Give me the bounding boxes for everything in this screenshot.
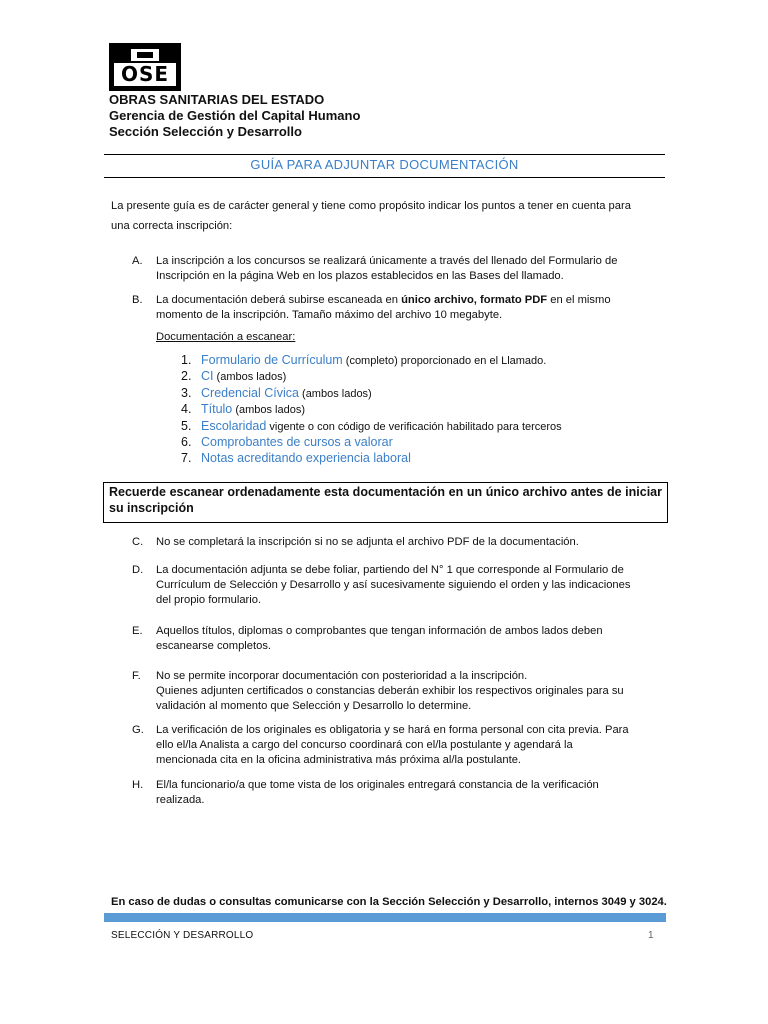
page-number: 1 bbox=[648, 930, 654, 941]
logo-wordmark: OSE bbox=[114, 63, 176, 86]
title-bottom-rule bbox=[104, 177, 665, 178]
intro-line: una correcta inscripción: bbox=[111, 220, 233, 232]
list-item: 3. Credencial Cívica (ambos lados) bbox=[181, 385, 372, 400]
item-line: ello el/la Analista a cargo del concurso coordinará con el/la postulante y agendará la bbox=[156, 739, 573, 751]
item-line: mencionada cita en la oficina administrativa más próxima al/la postulante. bbox=[156, 754, 522, 766]
item-letter: H. bbox=[132, 779, 144, 791]
item-line: Aquellos títulos, diplomas o comprobantes que tengan información de ambos lados deben bbox=[156, 625, 603, 637]
list-item: 2. CI (ambos lados) bbox=[181, 369, 287, 384]
item-line: validación al momento que Selección y Desarrollo lo determine. bbox=[156, 700, 472, 712]
item-letter: E. bbox=[132, 625, 143, 637]
intro-line: La presente guía es de carácter general y tiene como propósito indicar los puntos a tener en cuenta para bbox=[111, 200, 631, 212]
item-line: El/la funcionario/a que tome vista de los originales entregará constancia de la verificación bbox=[156, 779, 599, 791]
item-letter: D. bbox=[132, 564, 144, 576]
item-line bbox=[156, 293, 656, 308]
org-department: Gerencia de Gestión del Capital Humano bbox=[109, 108, 361, 123]
item-letter: F. bbox=[132, 670, 141, 682]
item-line: La verificación de los originales es obligatoria y se hará en forma personal con cita previa. Para bbox=[156, 724, 629, 736]
item-line: Inscripción en la página Web en los plazos establecidos en las Bases del llamado. bbox=[156, 270, 564, 282]
org-name: OBRAS SANITARIAS DEL ESTADO bbox=[109, 92, 325, 107]
organization-header bbox=[109, 92, 360, 140]
item-line: del propio formulario. bbox=[156, 594, 262, 606]
item-letter: A. bbox=[132, 255, 143, 267]
list-item: 4. Título (ambos lados) bbox=[181, 402, 306, 417]
item-letter: B. bbox=[132, 294, 143, 306]
item-line: La documentación adjunta se debe foliar, partiendo del N° 1 que corresponde al Formulario de bbox=[156, 564, 624, 576]
item-bold-text: único archivo, formato PDF bbox=[401, 294, 548, 306]
org-section: Sección Selección y Desarrollo bbox=[109, 124, 302, 139]
list-item: 1. Formulario de Currículum (completo) proporcionado en el Llamado. bbox=[181, 353, 547, 367]
highlight-text: Comprobantes de cursos a valorar bbox=[201, 434, 393, 449]
notice-box: Recuerde escanear ordenadamente esta documentación en un único archivo antes de iniciar su inscripción bbox=[103, 482, 668, 523]
item-line: La inscripción a los concursos se realizará únicamente a través del llenado del Formulario de bbox=[156, 255, 618, 267]
ose-logo bbox=[109, 43, 181, 91]
highlight-text: CI bbox=[201, 369, 214, 384]
highlight-text: Formulario de Currículum bbox=[201, 353, 343, 367]
documentation-subtitle: Documentación a escanear: bbox=[156, 331, 296, 343]
footer-section: SELECCIÓN Y DESARROLLO bbox=[111, 930, 254, 941]
item-line: No se permite incorporar documentación con posterioridad a la inscripción. bbox=[156, 670, 528, 682]
footer-accent-bar bbox=[104, 913, 666, 922]
highlight-text: Credencial Cívica bbox=[201, 385, 299, 400]
highlight-text: Título bbox=[201, 402, 233, 417]
documentation-list bbox=[181, 352, 562, 467]
item-text: en el mismo bbox=[547, 294, 611, 306]
list-item: 6. Comprobantes de cursos a valorar bbox=[181, 434, 393, 449]
highlight-text: Notas acreditando experiencia laboral bbox=[201, 451, 411, 466]
item-line: realizada. bbox=[156, 794, 205, 806]
title-top-rule bbox=[104, 154, 665, 155]
item-line: No se completará la inscripción si no se adjunta el archivo PDF de la documentación. bbox=[156, 536, 579, 548]
list-item: 7. Notas acreditando experiencia laboral bbox=[181, 451, 411, 466]
list-item: 5. Escolaridad vigente o con código de verificación habilitado para terceros bbox=[181, 418, 562, 433]
item-text: La documentación deberá subirse escaneada en bbox=[156, 294, 402, 306]
item-line: Quienes adjunten certificados o constancias deberán exhibir los respectivos originales para su bbox=[156, 685, 624, 697]
item-line: momento de la inscripción. Tamaño máximo del archivo 10 megabyte. bbox=[156, 309, 503, 321]
intro-paragraph bbox=[111, 196, 659, 236]
contact-line: En caso de dudas o consultas comunicarse con la Sección Selección y Desarrollo, internos 3049 y 3024. bbox=[111, 896, 667, 908]
item-line: escanearse completos. bbox=[156, 640, 272, 652]
item-line: Currículum de Selección y Desarrollo y así sucesivamente siguiendo el orden y las indicaciones bbox=[156, 579, 631, 591]
guide-title: GUÍA PARA ADJUNTAR DOCUMENTACIÓN bbox=[250, 157, 519, 172]
item-letter: C. bbox=[132, 536, 144, 548]
highlight-text: Escolaridad bbox=[201, 418, 267, 433]
logo-mark bbox=[131, 49, 159, 61]
item-letter: G. bbox=[132, 724, 144, 736]
